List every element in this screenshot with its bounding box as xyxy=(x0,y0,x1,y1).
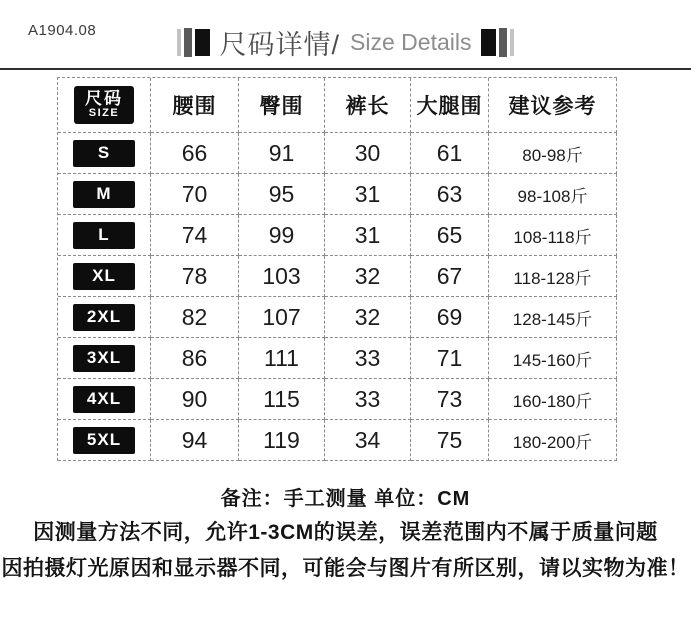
cell-value: 118-128斤 xyxy=(513,268,592,288)
table-row-size-cell xyxy=(58,174,151,215)
bar-dark-icon xyxy=(499,28,507,57)
page-title xyxy=(0,24,691,60)
table-cell xyxy=(151,174,239,215)
size-badge: 4XL xyxy=(73,386,135,413)
table-row-size-cell xyxy=(58,297,151,338)
product-code: A1904.08 xyxy=(28,22,97,39)
cell-value: 111 xyxy=(264,344,299,371)
disclaimer-color: 因拍摄灯光原因和显示器不同，可能会与图片有所区别，请以实物为准！ xyxy=(1,557,690,580)
table-cell xyxy=(325,420,411,461)
cell-value: 31 xyxy=(354,180,381,207)
cell-value: 160-180斤 xyxy=(512,391,593,411)
table-cell xyxy=(411,133,489,174)
bar-black-icon xyxy=(481,29,496,56)
table-cell xyxy=(325,297,411,338)
size-badge: L xyxy=(73,222,135,249)
table-cell xyxy=(489,174,617,215)
size-table xyxy=(57,77,617,461)
table-cell xyxy=(325,256,411,297)
table-cell xyxy=(411,379,489,420)
column-header-label: 腰围 xyxy=(172,95,217,118)
cell-value: 30 xyxy=(354,139,381,166)
table-cell xyxy=(239,256,325,297)
table-row-size-cell xyxy=(58,133,151,174)
table-cell xyxy=(411,420,489,461)
cell-value: 73 xyxy=(436,385,463,412)
table-cell xyxy=(239,215,325,256)
cell-value: 74 xyxy=(181,221,208,248)
cell-value: 119 xyxy=(263,426,300,453)
table-cell xyxy=(489,338,617,379)
table-cell xyxy=(239,174,325,215)
table-cell xyxy=(489,420,617,461)
column-header-recommend xyxy=(489,78,617,133)
column-header-hip xyxy=(239,78,325,133)
measurement-remark: 备注：手工测量 单位：CM xyxy=(220,488,471,510)
cell-value: 63 xyxy=(436,180,463,207)
bar-light-icon xyxy=(510,29,514,56)
table-cell xyxy=(239,297,325,338)
table-cell xyxy=(151,256,239,297)
cell-value: 108-118斤 xyxy=(513,227,592,247)
cell-value: 145-160斤 xyxy=(512,350,593,370)
table-cell xyxy=(489,133,617,174)
size-header-badge xyxy=(74,86,134,124)
table-cell xyxy=(239,338,325,379)
table-cell xyxy=(489,215,617,256)
column-header-label: 建议参考 xyxy=(508,95,597,118)
cell-value: 95 xyxy=(268,180,295,207)
table-cell xyxy=(411,256,489,297)
table-cell xyxy=(151,133,239,174)
table-cell xyxy=(325,133,411,174)
cell-value: 66 xyxy=(181,139,208,166)
bar-black-icon xyxy=(195,29,210,56)
table-cell xyxy=(239,133,325,174)
cell-value: 33 xyxy=(354,344,381,371)
table-row-size-cell xyxy=(58,215,151,256)
column-header-label: 裤长 xyxy=(345,95,390,118)
table-cell xyxy=(239,379,325,420)
table-cell xyxy=(151,297,239,338)
cell-value: 99 xyxy=(268,221,295,248)
cell-value: 70 xyxy=(181,180,208,207)
table-cell xyxy=(325,379,411,420)
cell-value: 71 xyxy=(436,344,463,371)
table-row-size-cell xyxy=(58,379,151,420)
table-cell xyxy=(489,379,617,420)
cell-value: 32 xyxy=(354,303,381,330)
cell-value: 180-200斤 xyxy=(512,432,593,452)
size-badge: 5XL xyxy=(73,427,135,454)
size-header-zh: 尺码 xyxy=(85,89,123,109)
table-cell xyxy=(151,420,239,461)
size-header-cell xyxy=(58,78,151,133)
table-cell xyxy=(411,215,489,256)
size-badge: S xyxy=(73,140,135,167)
table-cell xyxy=(151,379,239,420)
cell-value: 128-145斤 xyxy=(512,309,593,329)
cell-value: 75 xyxy=(436,426,463,453)
size-badge: 3XL xyxy=(73,345,135,372)
table-cell xyxy=(489,256,617,297)
table-cell xyxy=(325,174,411,215)
size-badge: XL xyxy=(73,263,135,290)
table-cell xyxy=(151,215,239,256)
cell-value: 67 xyxy=(436,262,463,289)
cell-value: 103 xyxy=(262,262,301,289)
page-title-zh: 尺码详情/ xyxy=(219,29,341,60)
cell-value: 80-98斤 xyxy=(522,145,583,165)
cell-value: 69 xyxy=(436,303,463,330)
bar-dark-icon xyxy=(184,28,192,57)
title-left-bars-icon xyxy=(177,28,210,57)
cell-value: 94 xyxy=(181,426,208,453)
table-cell xyxy=(489,297,617,338)
cell-value: 65 xyxy=(436,221,463,248)
cell-value: 115 xyxy=(263,385,300,412)
table-cell xyxy=(411,338,489,379)
column-header-length xyxy=(325,78,411,133)
cell-value: 90 xyxy=(181,385,208,412)
table-row-size-cell xyxy=(58,256,151,297)
table-cell xyxy=(411,297,489,338)
cell-value: 98-108斤 xyxy=(517,186,588,206)
cell-value: 31 xyxy=(354,221,381,248)
page-title-en: Size Details xyxy=(350,28,472,55)
title-divider xyxy=(0,68,691,70)
table-cell xyxy=(325,338,411,379)
cell-value: 82 xyxy=(181,303,208,330)
cell-value: 34 xyxy=(354,426,381,453)
size-badge: 2XL xyxy=(73,304,135,331)
table-cell xyxy=(239,420,325,461)
cell-value: 33 xyxy=(354,385,381,412)
column-header-label: 大腿围 xyxy=(416,95,483,118)
table-row-size-cell xyxy=(58,420,151,461)
cell-value: 78 xyxy=(181,262,208,289)
column-header-waist xyxy=(151,78,239,133)
cell-value: 86 xyxy=(181,344,208,371)
column-header-thigh xyxy=(411,78,489,133)
title-right-bars-icon xyxy=(481,28,514,57)
bar-light-icon xyxy=(177,29,181,56)
size-header-en: SIZE xyxy=(88,107,120,120)
cell-value: 61 xyxy=(436,139,463,166)
table-cell xyxy=(411,174,489,215)
cell-value: 91 xyxy=(268,139,295,166)
table-cell xyxy=(151,338,239,379)
size-badge: M xyxy=(73,181,135,208)
cell-value: 32 xyxy=(354,262,381,289)
column-header-label: 臀围 xyxy=(259,95,304,118)
cell-value: 107 xyxy=(262,303,301,330)
disclaimer-tolerance: 因测量方法不同，允许1-3CM的误差，误差范围内不属于质量问题 xyxy=(33,521,658,544)
table-row-size-cell xyxy=(58,338,151,379)
table-cell xyxy=(325,215,411,256)
